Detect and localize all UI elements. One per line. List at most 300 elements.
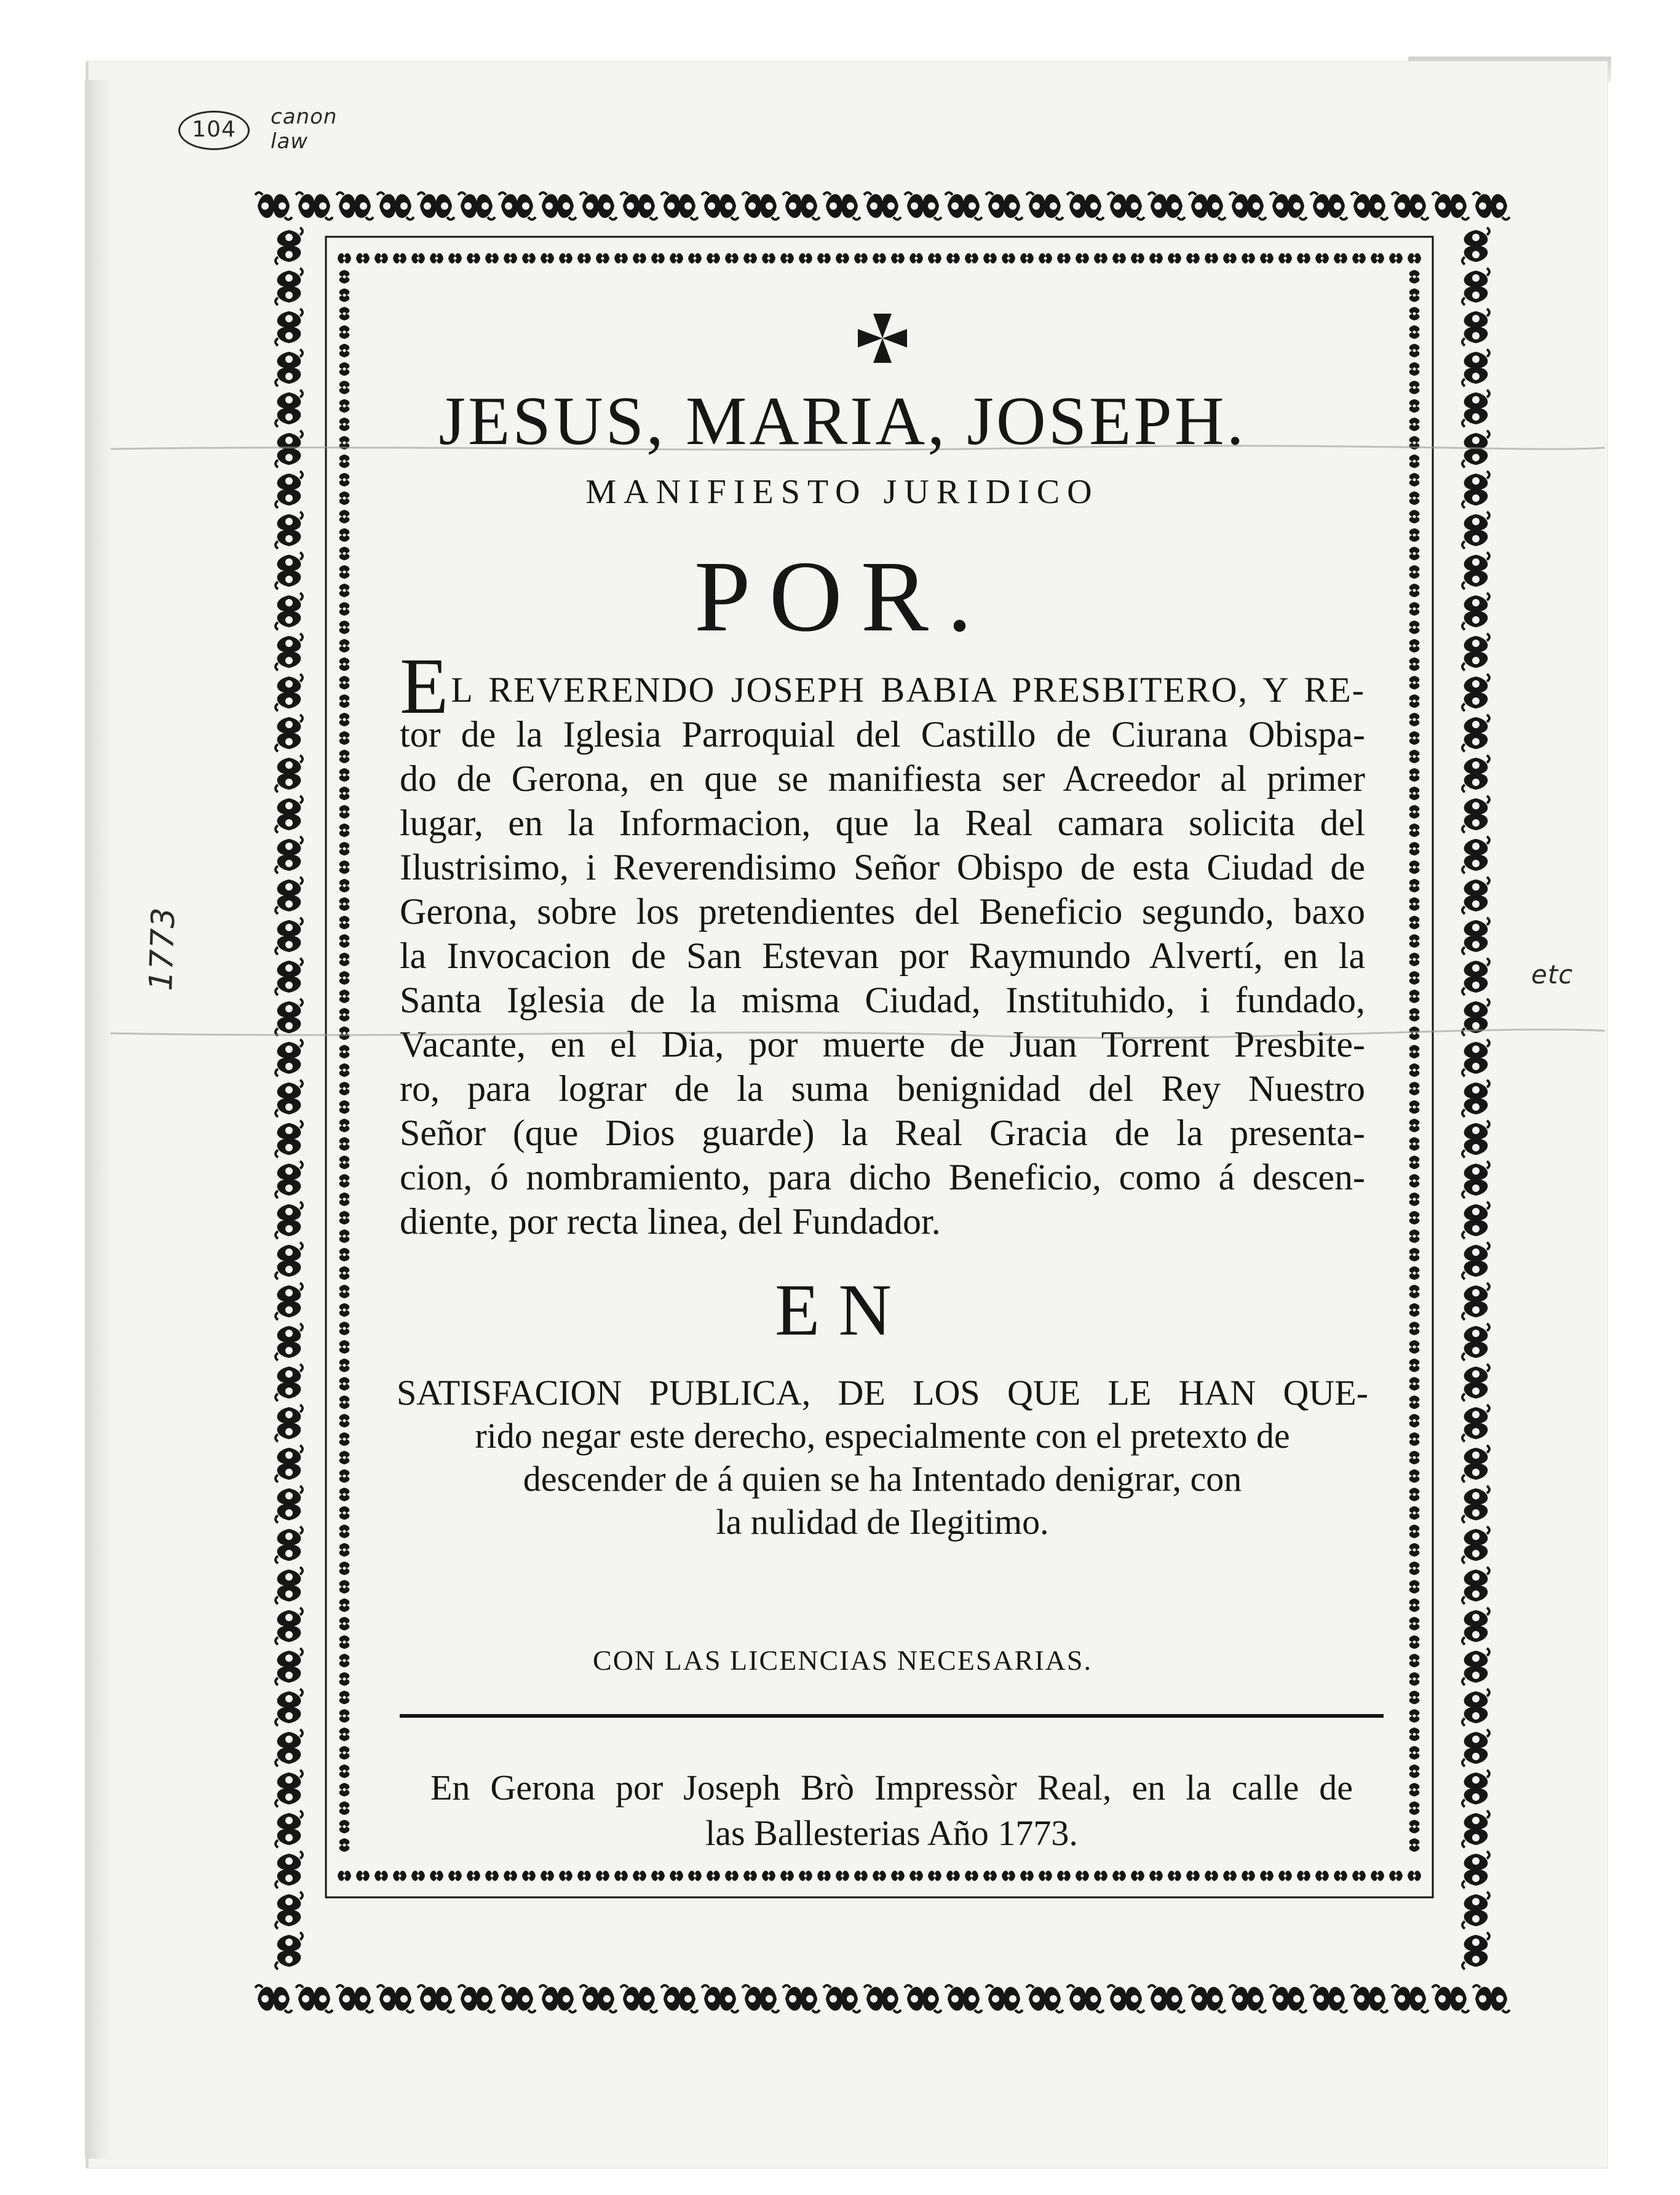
fleuron-ornament xyxy=(1076,253,1089,264)
fleuron-ornament xyxy=(339,1764,350,1778)
fleuron-ornament xyxy=(1408,253,1421,264)
fleuron-ornament xyxy=(339,344,350,357)
fleuron-ornament xyxy=(1409,381,1420,394)
fleuron-ornament xyxy=(522,253,536,264)
fleuron-ornament xyxy=(339,584,350,597)
fleuron-ornament xyxy=(339,1543,350,1557)
fleuron-ornament xyxy=(1409,565,1420,579)
fleuron-ornament xyxy=(339,270,350,284)
fleuron-ornament xyxy=(339,1746,350,1760)
fleuron-ornament xyxy=(1310,1985,1347,2012)
fleuron-ornament xyxy=(339,1414,350,1427)
fleuron-ornament xyxy=(1351,193,1388,220)
fleuron-ornament xyxy=(1057,253,1071,264)
fleuron-ornament xyxy=(339,1082,350,1095)
fleuron-ornament xyxy=(1409,1488,1420,1501)
fleuron-ornament xyxy=(418,193,454,220)
fleuron-ornament xyxy=(1462,1242,1489,1279)
fleuron-ornament xyxy=(1389,253,1403,264)
fleuron-ornament xyxy=(339,639,350,653)
fleuron-ornament xyxy=(1462,1405,1489,1442)
fleuron-ornament xyxy=(1260,1871,1274,1881)
fleuron-ornament xyxy=(1131,253,1144,264)
fleuron-ornament xyxy=(339,1248,350,1261)
fleuron-ornament xyxy=(339,1156,350,1169)
fleuron-ornament xyxy=(1409,1432,1420,1446)
fleuron-ornament xyxy=(467,253,480,264)
fleuron-ornament xyxy=(1462,471,1489,508)
fleuron-ornament xyxy=(1409,639,1420,653)
fleuron-ornament xyxy=(1315,1871,1329,1881)
fleuron-ornament xyxy=(296,193,333,220)
fleuron-ornament xyxy=(339,1525,350,1538)
fleuron-ornament xyxy=(339,1838,350,1852)
fleuron-ornament xyxy=(275,309,303,346)
fleuron-ornament xyxy=(1462,1080,1489,1117)
circled-number-annotation: 104 xyxy=(178,111,250,150)
fleuron-ornament xyxy=(339,1598,350,1612)
fleuron-ornament xyxy=(393,253,406,264)
fleuron-ornament xyxy=(1409,1580,1420,1594)
fleuron-ornament xyxy=(1409,1525,1420,1538)
fleuron-ornament xyxy=(670,253,683,264)
fleuron-ornament xyxy=(339,1322,350,1335)
fleuron-ornament xyxy=(1462,1729,1489,1766)
fleuron-ornament xyxy=(1409,1506,1420,1520)
fleuron-ornament xyxy=(1473,1985,1510,2012)
fleuron-ornament xyxy=(873,1871,886,1881)
fleuron-ornament xyxy=(580,1985,617,2012)
fleuron-ornament xyxy=(1462,958,1489,995)
satisfaction-text xyxy=(397,1371,1368,1544)
fleuron-ornament xyxy=(1462,512,1489,549)
fleuron-ornament xyxy=(339,879,350,892)
body-line: Santa Iglesia de la misma Ciudad, Instituhido, i fundado, xyxy=(400,980,1365,1020)
fleuron-ornament xyxy=(1409,1728,1420,1741)
fleuron-ornament xyxy=(1409,1654,1420,1667)
fleuron-ornament xyxy=(458,1985,495,2012)
fleuron-ornament xyxy=(1409,824,1420,837)
fleuron-ornament xyxy=(661,193,698,220)
satisfaction-line: descender de á quien se ha Intentado denigrar, con xyxy=(523,1459,1242,1499)
fleuron-ornament xyxy=(275,633,303,670)
fleuron-ornament xyxy=(836,1871,849,1881)
fleuron-ornament xyxy=(1242,1871,1255,1881)
fleuron-ornament xyxy=(339,491,350,505)
fleuron-ornament xyxy=(1351,1985,1388,2012)
fleuron-ornament xyxy=(504,253,517,264)
body-line: Vacante, en el Dia, por muerte de Juan Torrent Presbite- xyxy=(400,1024,1365,1065)
fleuron-ornament xyxy=(339,934,350,948)
fleuron-ornament xyxy=(339,362,350,376)
fleuron-ornament xyxy=(339,953,350,966)
fleuron-ornament xyxy=(1112,253,1126,264)
fleuron-ornament xyxy=(742,193,779,220)
fleuron-ornament xyxy=(1409,1801,1420,1815)
imprint-line: las Ballesterias Año 1773. xyxy=(705,1813,1078,1853)
fleuron-ornament xyxy=(275,1770,303,1807)
fleuron-ornament xyxy=(275,1486,303,1523)
fleuron-ornament xyxy=(559,253,573,264)
fleuron-ornament xyxy=(339,1672,350,1686)
fleuron-ornament xyxy=(1409,1137,1420,1151)
fleuron-ornament xyxy=(339,454,350,468)
fleuron-ornament xyxy=(1026,1985,1063,2012)
fleuron-ornament xyxy=(339,1432,350,1446)
fleuron-ornament xyxy=(275,999,303,1036)
fleuron-ornament xyxy=(1409,325,1420,339)
fleuron-ornament xyxy=(799,253,812,264)
fleuron-ornament xyxy=(670,1871,683,1881)
fleuron-ornament xyxy=(559,1871,573,1881)
fleuron-ornament xyxy=(1057,1871,1071,1881)
fleuron-ornament xyxy=(1148,193,1185,220)
fleuron-ornament xyxy=(1462,1648,1489,1685)
fleuron-ornament xyxy=(1334,1871,1347,1881)
fleuron-ornament xyxy=(1409,621,1420,634)
fleuron-ornament xyxy=(522,1871,536,1881)
fleuron-ornament xyxy=(1462,674,1489,711)
fleuron-ornament xyxy=(275,1242,303,1279)
fleuron-ornament xyxy=(1409,1211,1420,1225)
fleuron-ornament xyxy=(1409,1543,1420,1557)
fleuron-ornament xyxy=(1462,796,1489,833)
fleuron-ornament xyxy=(1409,916,1420,929)
fleuron-ornament xyxy=(275,1729,303,1766)
fleuron-ornament xyxy=(339,1451,350,1464)
fleuron-ornament xyxy=(651,1871,665,1881)
fleuron-ornament xyxy=(1112,1871,1126,1881)
fleuron-ornament xyxy=(1371,253,1384,264)
fleuron-ornament xyxy=(539,193,576,220)
fleuron-ornament xyxy=(986,1985,1023,2012)
fleuron-ornament xyxy=(577,1871,591,1881)
body-line: do de Gerona, en que se manifiesta ser Acreedor al primer xyxy=(400,758,1365,799)
fleuron-ornament xyxy=(983,253,997,264)
fleuron-ornament xyxy=(275,1526,303,1563)
fleuron-ornament xyxy=(485,253,499,264)
fleuron-ornament xyxy=(1462,309,1489,346)
fleuron-ornament xyxy=(275,836,303,873)
fleuron-ornament xyxy=(1409,713,1420,726)
fleuron-ornament xyxy=(1131,1871,1144,1881)
fleuron-ornament xyxy=(541,253,554,264)
fleuron-ornament xyxy=(339,713,350,726)
fleuron-ornament xyxy=(1278,253,1292,264)
fleuron-ornament xyxy=(1026,193,1063,220)
border-top-row xyxy=(255,193,1510,220)
body-line-1: EL REVERENDO JOSEPH BABIA PRESBITERO, Y RE- xyxy=(400,642,1365,731)
fleuron-ornament xyxy=(339,1783,350,1796)
body-line: diente, por recta linea, del Fundador. xyxy=(400,1201,941,1242)
fleuron-ornament xyxy=(614,1871,628,1881)
fleuron-ornament xyxy=(339,750,350,763)
fleuron-ornament xyxy=(945,1985,982,2012)
fleuron-ornament xyxy=(799,1871,812,1881)
fleuron-ornament xyxy=(339,1119,350,1132)
fleuron-ornament xyxy=(255,193,292,220)
fleuron-ornament xyxy=(743,253,757,264)
fleuron-ornament xyxy=(1409,750,1420,763)
fleuron-ornament xyxy=(707,1871,720,1881)
fleuron-ornament xyxy=(1409,344,1420,357)
fleuron-ornament xyxy=(1462,1486,1489,1523)
fleuron-ornament xyxy=(541,1871,554,1881)
fleuron-ornament xyxy=(909,253,923,264)
fleuron-ornament xyxy=(1409,1783,1420,1796)
fleuron-ornament xyxy=(336,1985,373,2012)
fleuron-ornament xyxy=(275,796,303,833)
fleuron-ornament xyxy=(393,1871,406,1881)
fleuron-ornament xyxy=(1186,253,1200,264)
fleuron-ornament xyxy=(275,755,303,792)
fleuron-ornament xyxy=(783,1985,820,2012)
fleuron-ornament xyxy=(1409,1322,1420,1335)
fleuron-ornament xyxy=(1409,454,1420,468)
satisfaction-line: rido negar este derecho, especialmente con el pretexto de xyxy=(475,1416,1290,1456)
fleuron-ornament xyxy=(1409,1377,1420,1391)
fleuron-ornament xyxy=(377,193,414,220)
fleuron-ornament xyxy=(1462,633,1489,670)
fleuron-ornament xyxy=(1409,1008,1420,1022)
fleuron-ornament xyxy=(1409,842,1420,855)
fleuron-ornament xyxy=(661,1985,698,2012)
fleuron-ornament xyxy=(1409,602,1420,616)
fleuron-ornament xyxy=(905,193,941,220)
fleuron-ornament xyxy=(339,528,350,542)
fleuron-ornament xyxy=(1462,1526,1489,1563)
fleuron-ornament xyxy=(620,193,657,220)
fleuron-ornament xyxy=(1409,270,1420,284)
fleuron-ornament xyxy=(339,842,350,855)
fleuron-ornament xyxy=(339,990,350,1003)
fleuron-ornament xyxy=(275,552,303,589)
fleuron-ornament xyxy=(418,1985,454,2012)
fleuron-ornament xyxy=(1409,547,1420,560)
fleuron-ornament xyxy=(339,1193,350,1206)
fleuron-ornament xyxy=(338,1871,351,1881)
fleuron-ornament xyxy=(296,1985,333,2012)
fleuron-ornament xyxy=(1409,1266,1420,1280)
fleuron-ornament xyxy=(275,349,303,386)
fleuron-ornament xyxy=(339,1340,350,1354)
fleuron-ornament xyxy=(1076,1871,1089,1881)
fleuron-ornament xyxy=(255,1985,292,2012)
body-line: lugar, en la Informacion, que la Real camara solicita del xyxy=(400,803,1365,843)
fleuron-ornament xyxy=(1409,1764,1420,1778)
fleuron-ornament xyxy=(1462,1770,1489,1807)
fleuron-ornament xyxy=(614,253,628,264)
fleuron-ornament xyxy=(275,593,303,630)
body-line: tor de la Iglesia Parroquial del Castillo de Ciurana Obispa- xyxy=(400,714,1365,755)
fleuron-ornament xyxy=(1473,193,1510,220)
fleuron-ornament xyxy=(1205,1871,1218,1881)
fleuron-ornament xyxy=(339,1174,350,1188)
licences-line: CON LAS LICENCIAS NECESARIAS. xyxy=(593,1645,1092,1676)
fleuron-ornament xyxy=(339,418,350,431)
por-heading: POR. xyxy=(694,540,991,653)
fleuron-ornament xyxy=(275,1811,303,1848)
fleuron-ornament xyxy=(448,253,462,264)
fleuron-ornament xyxy=(339,1285,350,1298)
fleuron-ornament xyxy=(339,1654,350,1667)
fleuron-ornament xyxy=(339,731,350,745)
fleuron-ornament xyxy=(339,1045,350,1058)
fleuron-ornament xyxy=(1189,193,1226,220)
fleuron-ornament xyxy=(504,1871,517,1881)
fleuron-ornament xyxy=(339,1100,350,1114)
fleuron-ornament xyxy=(1409,1820,1420,1833)
fleuron-ornament xyxy=(430,1871,443,1881)
fleuron-ornament xyxy=(1409,676,1420,689)
fleuron-ornament xyxy=(339,1728,350,1741)
fleuron-ornament xyxy=(1462,1608,1489,1645)
fleuron-ornament xyxy=(1409,787,1420,800)
fleuron-ornament xyxy=(275,431,303,467)
fleuron-ornament xyxy=(596,1871,609,1881)
fleuron-ornament xyxy=(1310,193,1347,220)
body-line: la Invocacion de San Estevan por Raymundo Alvertí, en la xyxy=(400,935,1365,976)
fleuron-ornament xyxy=(762,1871,775,1881)
fleuron-ornament xyxy=(1334,253,1347,264)
fleuron-ornament xyxy=(823,1985,860,2012)
fleuron-ornament xyxy=(1462,1811,1489,1848)
fleuron-ornament xyxy=(946,1871,960,1881)
year-annotation: 1773 xyxy=(143,906,183,992)
body-line: Señor (que Dios guarde) la Real Gracia de la presenta- xyxy=(400,1113,1365,1153)
fleuron-ornament xyxy=(1409,694,1420,708)
fleuron-ornament xyxy=(1168,1871,1181,1881)
fleuron-ornament xyxy=(1409,990,1420,1003)
fleuron-ornament xyxy=(1462,1851,1489,1888)
fleuron-ornament xyxy=(339,547,350,560)
fleuron-ornament xyxy=(339,657,350,671)
fleuron-ornament xyxy=(275,1161,303,1198)
fleuron-ornament xyxy=(338,253,351,264)
imprint xyxy=(430,1765,1353,1856)
fleuron-ornament xyxy=(580,193,617,220)
invocation-title: JESUS, MARIA, JOSEPH. xyxy=(438,383,1246,459)
fleuron-ornament xyxy=(275,512,303,549)
fleuron-ornament xyxy=(965,1871,978,1881)
body-line: cion, ó nombramiento, para dicho Beneficio, como á descen- xyxy=(400,1157,1365,1197)
fleuron-ornament xyxy=(336,193,373,220)
fleuron-ornament xyxy=(339,1063,350,1077)
fleuron-ornament xyxy=(945,193,982,220)
fleuron-ornament xyxy=(780,253,794,264)
fleuron-ornament xyxy=(1409,1395,1420,1409)
fleuron-ornament xyxy=(275,1283,303,1320)
fleuron-ornament xyxy=(1352,253,1366,264)
fleuron-ornament xyxy=(1409,1598,1420,1612)
fleuron-ornament xyxy=(275,1364,303,1401)
fleuron-ornament xyxy=(864,1985,901,2012)
fleuron-ornament xyxy=(339,473,350,486)
fleuron-ornament xyxy=(1409,1063,1420,1077)
fleuron-ornament xyxy=(339,565,350,579)
fleuron-ornament xyxy=(1297,1871,1310,1881)
fleuron-ornament xyxy=(707,253,720,264)
fleuron-ornament xyxy=(688,253,702,264)
fleuron-ornament xyxy=(275,1689,303,1726)
fleuron-ornament xyxy=(1149,1871,1163,1881)
fleuron-ornament xyxy=(1260,253,1274,264)
drop-cap: E xyxy=(400,642,449,731)
fleuron-ornament xyxy=(458,193,495,220)
fleuron-ornament xyxy=(377,1985,414,2012)
fleuron-ornament xyxy=(339,1506,350,1520)
fleuron-ornament xyxy=(411,1871,425,1881)
fleuron-ornament xyxy=(1409,1026,1420,1040)
fleuron-ornament xyxy=(275,1080,303,1117)
fleuron-ornament xyxy=(275,918,303,955)
fleuron-ornament xyxy=(339,399,350,413)
body-line: Gerona, sobre los pretendientes del Beneficio segundo, baxo xyxy=(400,891,1365,932)
fleuron-ornament xyxy=(1352,1871,1366,1881)
fleuron-ornament xyxy=(688,1871,702,1881)
fleuron-ornament xyxy=(1107,193,1144,220)
fleuron-ornament xyxy=(275,1608,303,1645)
fleuron-ornament xyxy=(275,268,303,305)
fleuron-ornament xyxy=(1297,253,1310,264)
fleuron-ornament xyxy=(1409,1359,1420,1372)
fleuron-ornament xyxy=(1270,193,1307,220)
fleuron-ornament xyxy=(1409,1285,1420,1298)
fleuron-ornament xyxy=(339,1801,350,1815)
fleuron-ornament xyxy=(725,1871,739,1881)
fleuron-ornament xyxy=(1462,1161,1489,1198)
fleuron-ornament xyxy=(1409,418,1420,431)
fleuron-ornament xyxy=(1242,253,1255,264)
fleuron-ornament xyxy=(1409,584,1420,597)
fleuron-ornament xyxy=(1462,228,1489,264)
fleuron-ornament xyxy=(339,971,350,985)
fleuron-ornament xyxy=(275,228,303,264)
fleuron-ornament xyxy=(817,253,831,264)
fleuron-ornament xyxy=(339,1137,350,1151)
fleuron-ornament xyxy=(1409,897,1420,911)
fleuron-ornament xyxy=(1409,473,1420,486)
fleuron-ornament xyxy=(1409,1838,1420,1852)
fleuron-ornament xyxy=(1409,1082,1420,1095)
border-left-column xyxy=(275,228,303,1969)
fleuron-ornament xyxy=(1409,934,1420,948)
fleuron-ornament xyxy=(275,958,303,995)
fleuron-ornament xyxy=(1409,731,1420,745)
fleuron-ornament xyxy=(1409,1119,1420,1132)
fleuron-ornament xyxy=(873,253,886,264)
fleuron-ornament xyxy=(854,253,868,264)
fleuron-ornament xyxy=(1409,1469,1420,1483)
fleuron-ornament xyxy=(1409,491,1420,505)
fleuron-ornament xyxy=(1462,1445,1489,1482)
fleuron-ornament xyxy=(742,1985,779,2012)
fleuron-ornament xyxy=(1432,1985,1469,2012)
fleuron-ornament xyxy=(339,694,350,708)
fleuron-ornament xyxy=(1462,268,1489,305)
fleuron-ornament xyxy=(1408,1871,1421,1881)
fleuron-ornament xyxy=(467,1871,480,1881)
fleuron-ornament xyxy=(339,621,350,634)
maltese-cross-icon xyxy=(855,311,910,366)
fleuron-ornament xyxy=(1409,1229,1420,1243)
body-line: ro, para lograr de la suma benignidad del Rey Nuestro xyxy=(400,1068,1365,1109)
fleuron-ornament xyxy=(1409,1303,1420,1317)
fleuron-ornament xyxy=(275,1202,303,1239)
fleuron-ornament xyxy=(1462,836,1489,873)
fleuron-ornament xyxy=(891,1871,905,1881)
satisfaction-line: SATISFACION PUBLICA, DE LOS QUE LE HAN QUE- xyxy=(397,1373,1368,1413)
